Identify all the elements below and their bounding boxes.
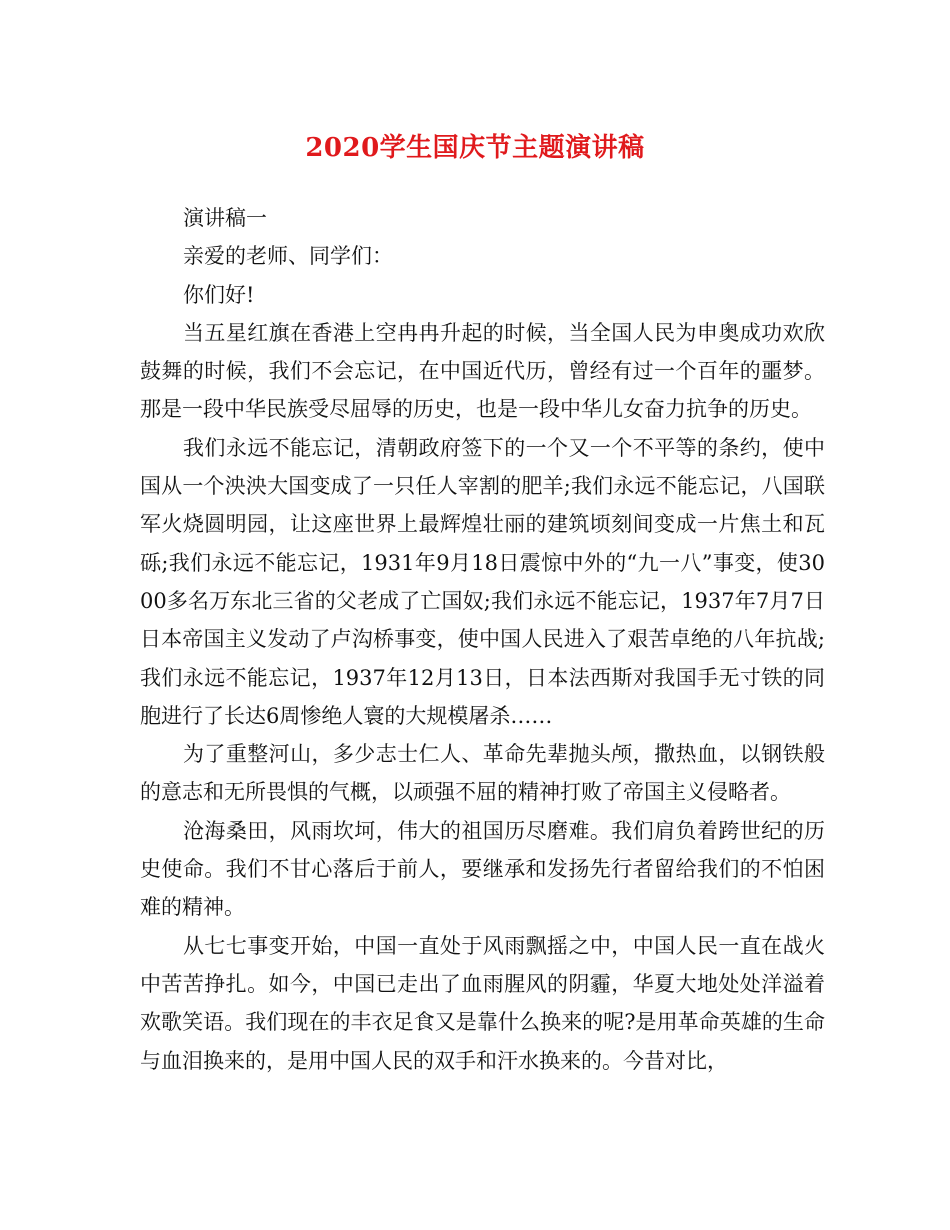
document-title: 2020学生国庆节主题演讲稿: [305, 133, 645, 163]
paragraph-salutation: 亲爱的老师、同学们：: [183, 244, 393, 269]
paragraph: 当五星红旗在香港上空冉冉升起的时候，当全国人民为申奥成功欢欣鼓舞的时候，我们不会忘记，在中国近代历，曾经有过一个百年的噩梦。那是一段中华民族受尽屈辱的历史，也是一段中华儿女奋力抗争的历史。: [140, 320, 825, 422]
document-body: [140, 199, 825, 1080]
paragraph: 沧海桑田，风雨坎坷，伟大的祖国历尽磨难。我们肩负着跨世纪的历史使命。我们不甘心落后于前人，要继承和发扬先行者留给我们的不怕困难的精神。: [140, 818, 825, 920]
paragraph-heading: 演讲稿一: [183, 206, 267, 230]
paragraph-greeting: 你们好!: [183, 282, 255, 307]
paragraph: 为了重整河山，多少志士仁人、革命先辈抛头颅，撒热血，以钢铁般的意志和无所畏惧的气概，以顽强不屈的精神打败了帝国主义侵略者。: [140, 742, 825, 805]
paragraph: 我们永远不能忘记，清朝政府签下的一个又一个不平等的条约，使中国从一个泱泱大国变成了一只任人宰割的肥羊;我们永远不能忘记，八国联军火烧圆明园，让这座世界上最辉煌壮丽的建筑顷刻间变成一片焦土和瓦砾;我们永远不能忘记，1931年9月18日震惊中外的“九一八”事变，使3000多名万东北三省的父老成了亡国奴;我们永远不能忘记，1937年7月7日日本帝国主义发动了卢沟桥事变，使中国人民进入了艰苦卓绝的八年抗战;我们永远不能忘记，1937年12月13日，日本法西斯对我国手无寸铁的同胞进行了长达6周惨绝人寰的大规模屠杀……: [140, 435, 825, 728]
paragraph: 从七七事变开始，中国一直处于风雨飘摇之中，中国人民一直在战火中苦苦挣扎。如今，中国已走出了血雨腥风的阴霾，华夏大地处处洋溢着欢歌笑语。我们现在的丰衣足食又是靠什么换来的呢?是用革命英雄的生命与血泪换来的，是用中国人民的双手和汗水换来的。今昔对比，: [140, 933, 825, 1073]
